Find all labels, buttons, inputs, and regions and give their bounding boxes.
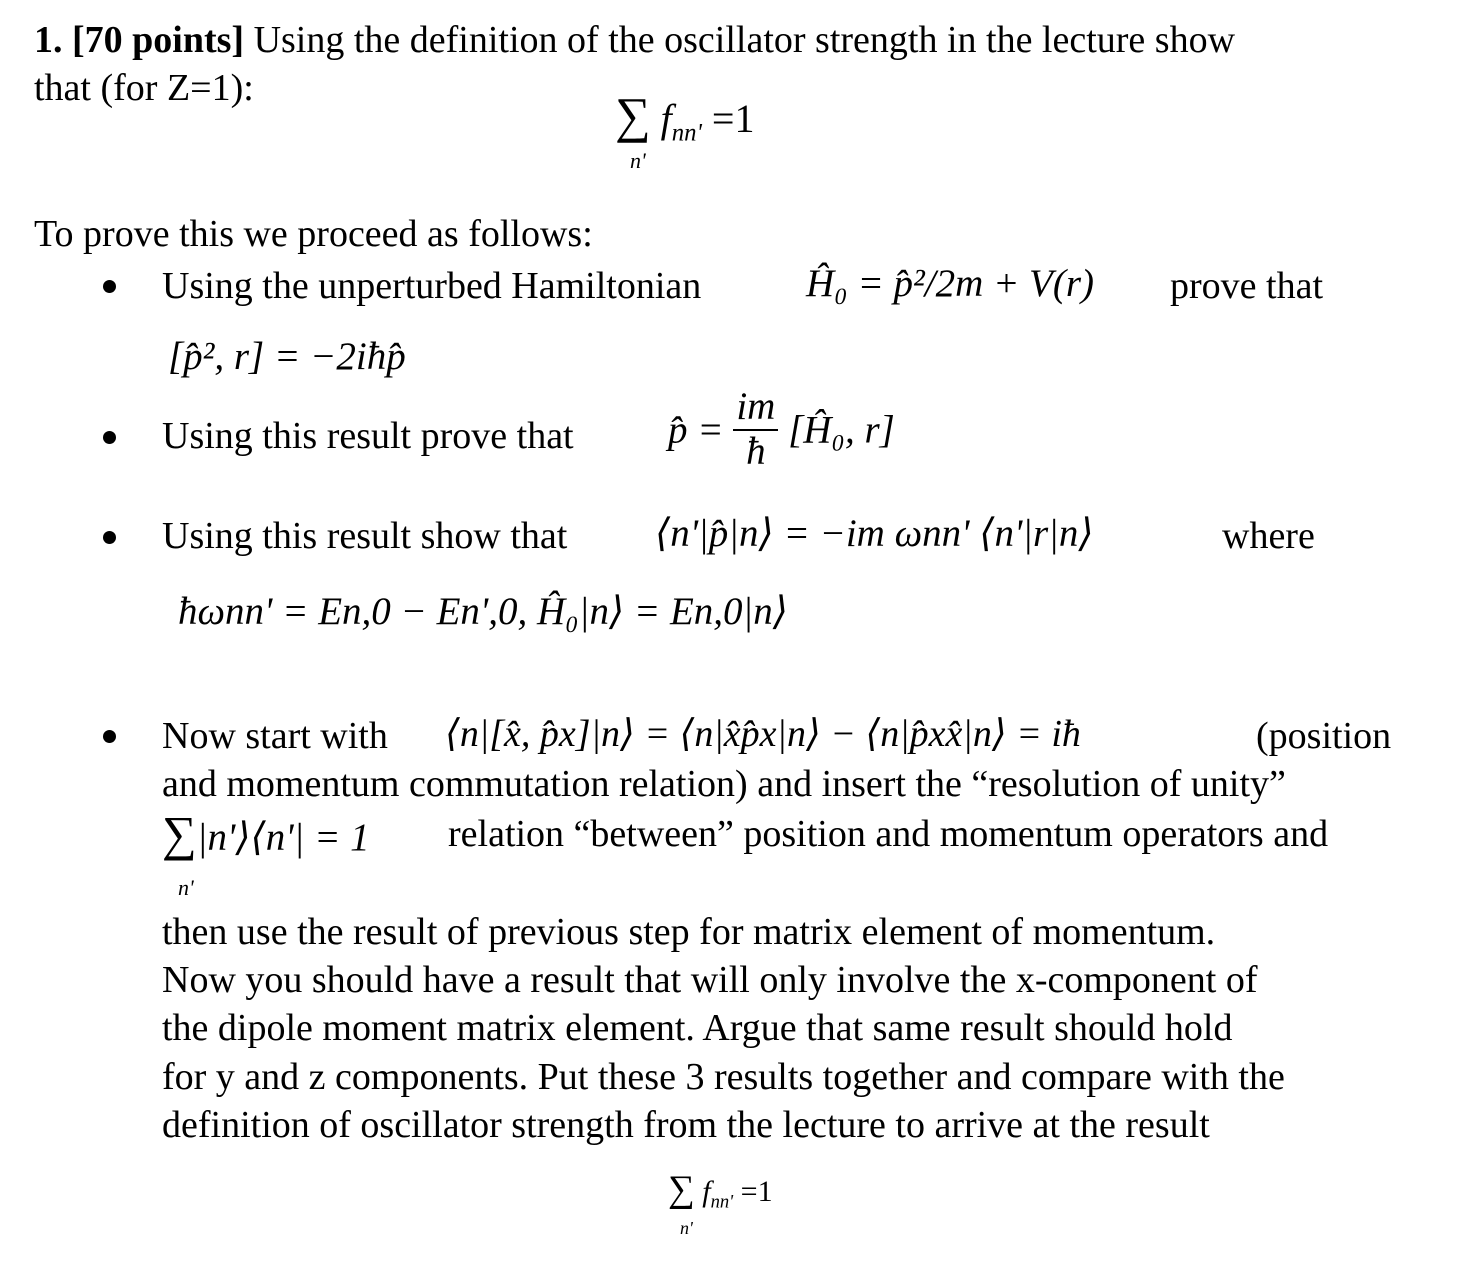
para-line-4: for y and z components. Put these 3 results together and compare with the — [162, 1056, 1285, 1098]
para-line-3: the dipole moment matrix element. Argue that same result should hold — [162, 1007, 1233, 1049]
equation-sum-f: ∑ $f_{nn'} =1$ — [615, 87, 755, 147]
step3-text: Using this result show that — [162, 515, 568, 557]
step1-hamiltonian: Ĥ₀ = p̂²/2m + V(r) — [806, 262, 1095, 305]
proceed-text: To prove this we proceed as follows: — [34, 213, 593, 255]
step1-text: Using the unperturbed Hamiltonian — [162, 265, 702, 307]
step2-text: Using this result prove that — [162, 415, 574, 457]
step4-commutator: ⟨n|[x̂, p̂x]|n⟩ = ⟨n|x̂p̂x|n⟩ − ⟨n|p̂xx̂|n⟩ = iħ — [445, 713, 1081, 755]
para-line-5: definition of oscillator strength from the lecture to arrive at the result — [162, 1104, 1210, 1146]
step3-tail: where — [1222, 515, 1315, 557]
para-line-1: then use the result of previous step for matrix element of momentum. — [162, 911, 1216, 953]
step4-line2: and momentum commutation relation) and insert the “resolution of unity” — [162, 763, 1286, 805]
bullet-2 — [103, 431, 116, 444]
step1-tail: prove that — [1170, 265, 1324, 307]
problem-intro-line2: that (for Z=1): — [34, 67, 254, 109]
step4-tail: (position — [1256, 715, 1392, 757]
problem-label: 1. [70 points] — [34, 19, 245, 61]
step3-energy-relations: ħωnn' = En,0 − En',0, Ĥ₀|n⟩ = En,0|n⟩ — [178, 590, 788, 633]
step4-text: Now start with — [162, 715, 388, 757]
step3-matrix-element: ⟨n'|p̂|n⟩ = −im ωnn' ⟨n'|r|n⟩ — [655, 512, 1094, 555]
para-line-2: Now you should have a result that will only involve the x-component of — [162, 959, 1258, 1001]
step2-equation: p̂ = $\frac{im}{ħ}$ [Ĥ₀, r] — [668, 385, 895, 473]
bullet-3 — [103, 531, 116, 544]
step4-sum-index: n' — [178, 875, 194, 900]
bullet-1 — [103, 280, 116, 293]
equation-final-index: n' — [680, 1218, 693, 1238]
problem-heading — [34, 18, 1235, 62]
problem-intro: Using the definition of the oscillator strength in the lecture show — [253, 19, 1236, 61]
step4-resolution-unity: ∑|n'⟩⟨n'| = 1 — [162, 807, 370, 861]
step1-commutator: [p̂², r] = −2iħp̂ — [168, 335, 406, 378]
equation-final: ∑ $f_{nn'} =1$ — [668, 1169, 773, 1213]
equation-sum-f-index: n' — [630, 148, 646, 173]
bullet-4 — [103, 730, 116, 743]
step4-line3: relation “between” position and momentum operators and — [448, 813, 1329, 855]
